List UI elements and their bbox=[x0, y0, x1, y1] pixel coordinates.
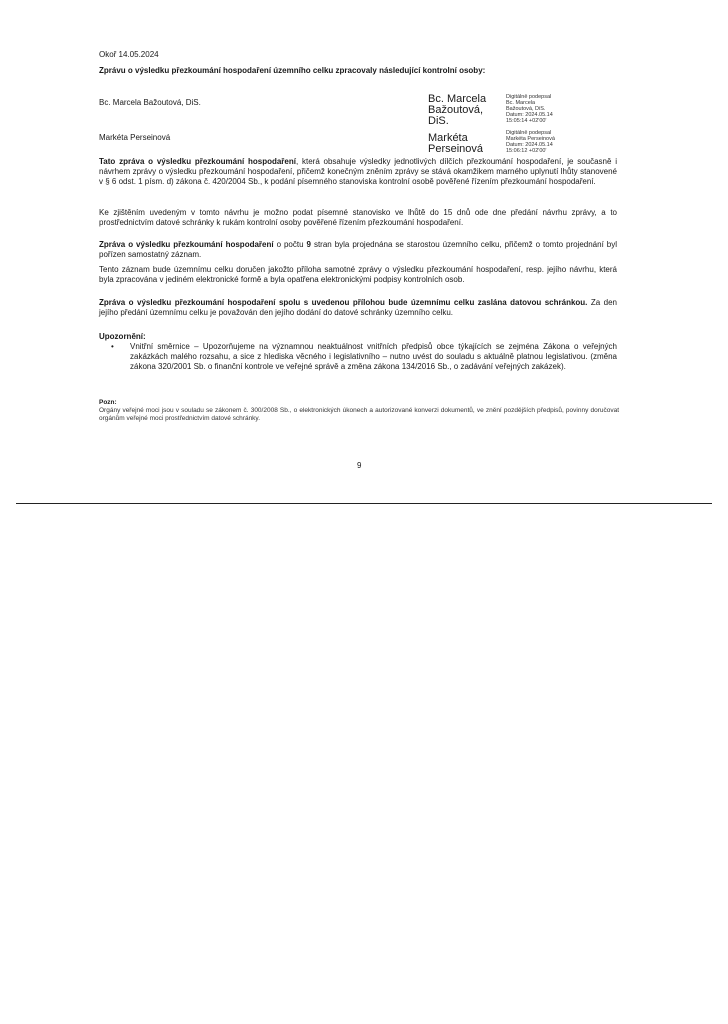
place-date: Okoř 14.05.2024 bbox=[99, 50, 159, 59]
signatory-2-name: Markéta Perseinová bbox=[99, 133, 171, 142]
note-heading: Pozn: bbox=[99, 399, 117, 406]
signature-detail-line: 15:05:14 +02'00' bbox=[506, 118, 547, 124]
page-divider bbox=[16, 503, 712, 504]
signature-name-line: DiS. bbox=[428, 115, 449, 127]
paragraph-bold-lead: Tato zpráva o výsledku přezkoumání hospodaření bbox=[99, 157, 296, 166]
signatory-1-signature bbox=[428, 94, 508, 127]
signatory-2-signature bbox=[428, 133, 508, 155]
paragraph-discussion bbox=[99, 240, 617, 260]
paragraph-text: Za den jejího předání územnímu celku je považován den jejího dodání do datové schránky územního celku. bbox=[99, 298, 617, 317]
page-number: 9 bbox=[357, 461, 362, 470]
paragraph-report-draft bbox=[99, 157, 617, 187]
note-text: Orgány veřejné moci jsou v souladu se zákonem č. 300/2008 Sb., o elektronických úkonech a autorizované konverzi dokumentů, ve znění pozdějších předpisů, povinny doručovat orgánům veřejné moci prostřednictvím datové schránky. bbox=[99, 407, 619, 422]
bullet-icon: • bbox=[111, 342, 114, 351]
paragraph-bold-lead: Zpráva o výsledku přezkoumání hospodaření bbox=[99, 240, 274, 249]
signature-detail-line: Markéta Perseinová bbox=[506, 136, 555, 142]
signature-detail-line: 15:06:12 +02'00' bbox=[506, 148, 547, 154]
paragraph-text: stran byla projednána se starostou územního celku, přičemž o tomto projednání byl pořízen samostatný záznam. bbox=[99, 240, 617, 259]
paragraph-data-box bbox=[99, 298, 617, 318]
signature-detail-line: Datum: 2024.05.14 bbox=[506, 112, 553, 118]
signature-name-line: Bc. Marcela bbox=[428, 93, 487, 105]
signature-detail-line: Bc. Marcela bbox=[506, 100, 536, 106]
signatory-1-name: Bc. Marcela Bažoutová, DiS. bbox=[99, 98, 201, 107]
intro-heading: Zprávu o výsledku přezkoumání hospodaření územního celku zpracovaly následující kontrolní osoby: bbox=[99, 66, 486, 75]
signatory-2-signature-details bbox=[506, 130, 586, 154]
paragraph-record-delivery: Tento záznam bude územnímu celku doručen jakožto příloha samotné zprávy o výsledku přezkoumání hospodaření, resp. jejího návrhu, která byla zpracována v jediném elektronické formě a byla opatřena elektronickými podpisy kontrolních osob. bbox=[99, 265, 617, 284]
signature-detail-line: Bažoutová, DiS. bbox=[506, 106, 546, 112]
signature-detail-line: Digitálně podepsal bbox=[506, 130, 552, 136]
signature-name-line: Markéta bbox=[428, 132, 468, 144]
warning-item: Vnitřní směrnice – Upozorňujeme na významnou neaktuálnost vnitřních předpisů obce týkajících se zejména Zákona o veřejných zakázkách malého rozsahu, a sice z hlediska věcného i legislativního – nutno uvést do souladu s aktuálně platnou legislativou. (změna zákona 320/2001 Sb. o finanční kontrole ve veřejné správě a změna zákona 134/2016 Sb., o zadávání veřejných zakázek). bbox=[130, 342, 617, 371]
paragraph-bold-lead: Zpráva o výsledku přezkoumání hospodaření spolu s uvedenou přílohou bude územnímu celku zaslána datovou schránkou. bbox=[99, 298, 588, 307]
paragraph-text: , která obsahuje výsledky jednotlivých dílčích přezkoumání hospodaření, je současně i návrhem zprávy o výsledku přezkoumání hospodaření, přičemž konečným zněním zprávy se stává okamžikem marného uplynutí lhůty stanovené v § 6 odst. 1 písm. d) zákona č. 420/2004 Sb., k podání písemného stanoviska kontrolní osobě pověřené řízením přezkoumání hospodaření. bbox=[99, 157, 617, 186]
page-count: 9 bbox=[306, 240, 311, 249]
warnings-heading: Upozornění: bbox=[99, 332, 146, 341]
signature-detail-line: Datum: 2024.05.14 bbox=[506, 142, 553, 148]
signature-name-line: Perseinová bbox=[428, 143, 484, 155]
signature-detail-line: Digitálně podepsal bbox=[506, 94, 552, 100]
signatory-1-signature-details bbox=[506, 94, 586, 124]
paragraph-text: o počtu bbox=[273, 240, 307, 249]
signature-name-line: Bažoutová, bbox=[428, 104, 484, 116]
paragraph-statement-deadline: Ke zjištěním uvedeným v tomto návrhu je možno podat písemné stanovisko ve lhůtě do 15 dnů ode dne předání návrhu zprávy, a to prostřednictvím datové schránky k rukám kontrolní osoby pověřené řízením přezkoumání hospodaření. bbox=[99, 208, 617, 227]
